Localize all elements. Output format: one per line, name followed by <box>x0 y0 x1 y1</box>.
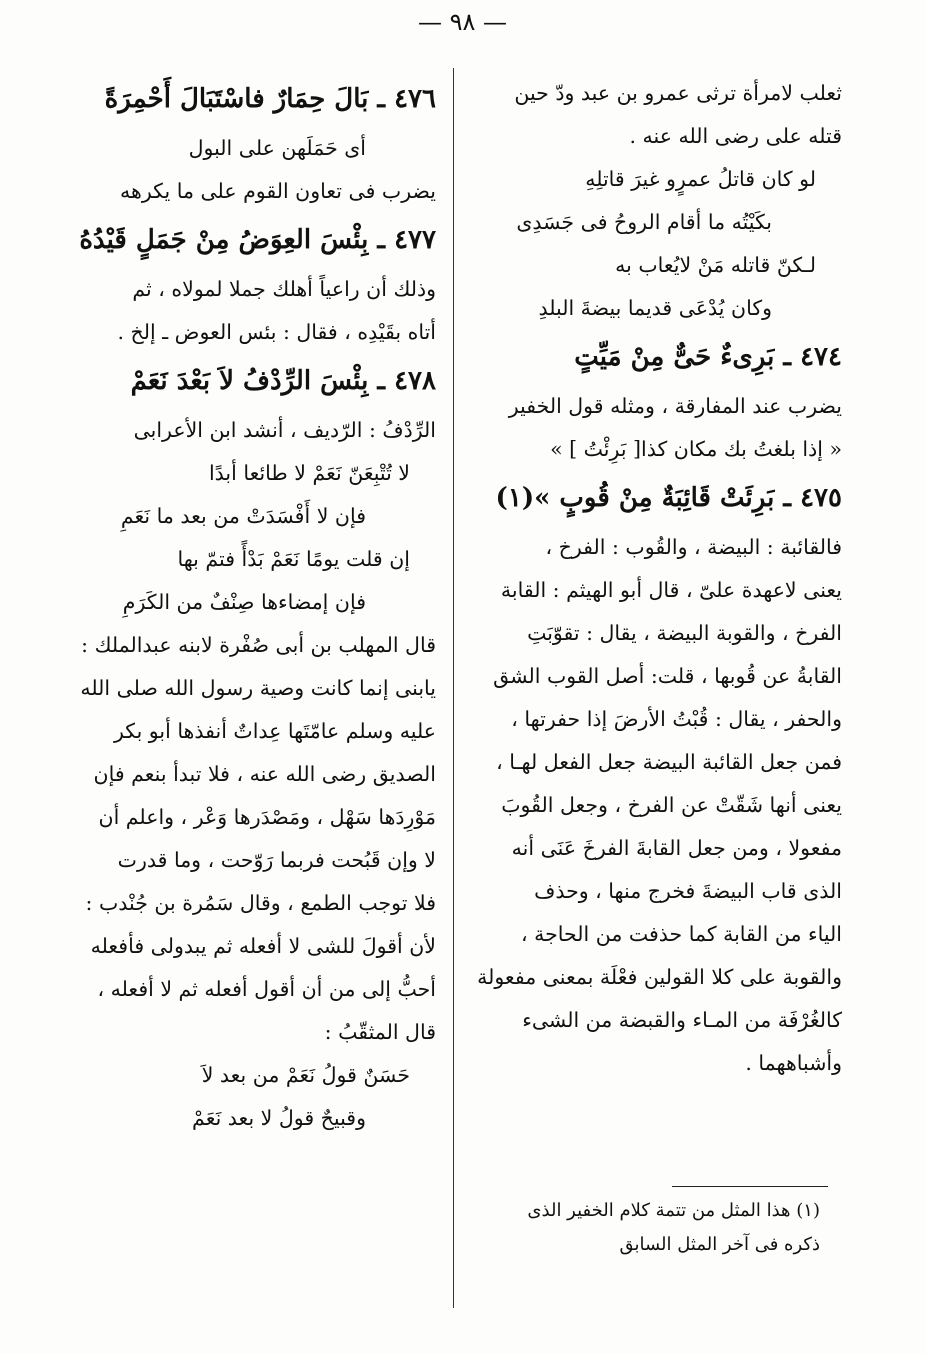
verse-line: فإن إمضاءها صِنْفٌ من الكَرَمِ <box>122 590 366 614</box>
text-line: مَوْرِدَها سَهْل ، ومَصْدَرها وَعْر ، واعلم أن <box>98 805 436 829</box>
text-line: يابنى إنما كانت وصية رسول الله صلى الله <box>80 676 436 700</box>
text-line: يعنى لاعهدة علىّ ، قال أبو الهيثم : القابة <box>500 578 842 602</box>
text-line: القابةُ عن قُوبها ، قلت: أصل القوب الشق <box>493 664 842 688</box>
text-line: مفعولا ، ومن جعل القابةَ الفرخَ عَنَى أنه <box>511 836 842 860</box>
text-line: « إذا بلغتُ بك مكان كذا[ بَرِئْتُ ] » <box>550 437 842 461</box>
footnote-line: ذكره فى آخر المثل السابق <box>619 1234 820 1255</box>
text-line: أتاه بقَيْدِه ، فقال : بئس العوض ـ إلخ . <box>117 320 436 344</box>
text-line: فلا توجب الطمع ، وقال سَمُرة بن جُنْدب : <box>85 891 436 915</box>
text-line: الفرخ ، والقوبة البيضة ، يقال : تقوّبَتِ <box>527 621 842 645</box>
text-line: الذى قاب البيضةَ فخرج منها ، وحذف <box>534 879 842 903</box>
text-line: يضرب عند المفارقة ، ومثله قول الخفير <box>508 394 842 418</box>
proverb-heading: ٤٧٤ ـ بَرِىءٌ حَىٌّ مِنْ مَيِّتٍ <box>574 342 842 372</box>
verse-line: بكَيْتُه ما أقام الروحُ فى جَسَدِى <box>516 210 772 234</box>
verse-line: حَسَنٌ قولُ نَعَمْ من بعد لاَ <box>201 1063 410 1087</box>
text-line: قال المثقّبُ : <box>324 1020 436 1044</box>
footnote-rule <box>672 1186 828 1187</box>
verse-line: وقبيحٌ قولُ لا بعد نَعَمْ <box>192 1106 366 1130</box>
text-line: عليه وسلم عامّتَها عِداتٌ أنفذها أبو بكر <box>113 719 436 743</box>
verse-line: إن قلت يومًا نَعَمْ بَدْأً فتمّ بها <box>177 547 410 571</box>
text-line: يعنى أنها شَقّتْ عن الفرخ ، وجعل القُوبَ <box>501 793 842 817</box>
text-line: لا وإن قَبُحت فربما رَوّحت ، وما قدرت <box>117 848 436 872</box>
proverb-heading: ٤٧٨ ـ بِئْسَ الرِّدْفُ لاَ بَعْدَ نَعَمْ <box>130 366 436 396</box>
verse-line: لا تُتْبِعَنّ نَعَمْ لا طائعا أبدًا <box>208 461 410 485</box>
text-line: فالقائبة : البيضة ، والقُوب : الفرخ ، <box>545 535 842 559</box>
text-line: والقوبة على كلا القولين فعْلَة بمعنى مفعولة <box>477 965 842 989</box>
proverb-heading: ٤٧٧ ـ بِئْسَ العِوَضُ مِنْ جَمَلٍ قَيْدُهُ <box>79 225 436 255</box>
verse-line: لو كان قاتلُ عمرٍو غيرَ قاتلِهِ <box>585 167 816 191</box>
right-column <box>468 72 842 1085</box>
verse-line: فإن لا أَفْسَدَتْ من بعد ما نَعَمِ <box>120 504 366 528</box>
text-line: فمن جعل القائبة البيضة جعل الفعل لهـا ، <box>496 750 842 774</box>
verse-line: لـكنّ قاتله مَنْ لايُعاب به <box>615 253 816 277</box>
text-line: كالغُرْفَة من المـاء والقبضة من الشىء <box>522 1008 842 1032</box>
text-line: قتله على رضى الله عنه . <box>629 124 842 148</box>
text-line: الياء من القابة كما حذفت من الحاجة ، <box>521 922 842 946</box>
footnote <box>500 1194 820 1262</box>
text-line: يضرب فى تعاون القوم على ما يكرهه <box>120 179 436 203</box>
text-line: وأشباههما . <box>745 1051 842 1075</box>
page-number: — ٩٨ — <box>417 8 508 36</box>
text-line: لأن أقولَ للشى لا أفعله ثم يبدولى فأفعله <box>90 934 436 958</box>
text-line: الرِّدْفُ : الرّديف ، أنشد ابن الأعرابى <box>133 418 436 442</box>
text-line: قال المهلب بن أبى صُفْرة لابنه عبدالملك : <box>81 633 436 657</box>
verse-line: وكان يُدْعَى قديما بيضةَ البلدِ <box>538 296 772 320</box>
proverb-heading: ٤٧٥ ـ بَرِئَتْ قَائِبَةٌ مِنْ قُوبٍ »(١) <box>495 483 842 513</box>
text-line: وذلك أن راعياً أهلك جملا لمولاه ، ثم <box>132 277 436 301</box>
footnote-line: (١) هذا المثل من تتمة كلام الخفير الذى <box>527 1200 820 1221</box>
text-line: أحبُّ إلى من أن أقول أفعله ثم لا أفعله ، <box>97 977 436 1001</box>
text-line: والحفر ، يقال : قُبْتُ الأرضَ إذا حفرتها ، <box>511 707 842 731</box>
text-line: الصديق رضى الله عنه ، فلا تبدأ بنعم فإن <box>93 762 436 786</box>
verse-line: أى حَمَلَهن على البول <box>188 136 366 160</box>
text-line: ثعلب لامرأة ترثى عمرو بن عبد ودّ حين <box>514 81 842 105</box>
column-divider <box>453 68 454 1308</box>
left-column <box>60 72 436 1140</box>
proverb-heading: ٤٧٦ ـ بَالَ حِمَارٌ فاسْتَبَالَ أَحْمِرَةً <box>104 84 436 114</box>
